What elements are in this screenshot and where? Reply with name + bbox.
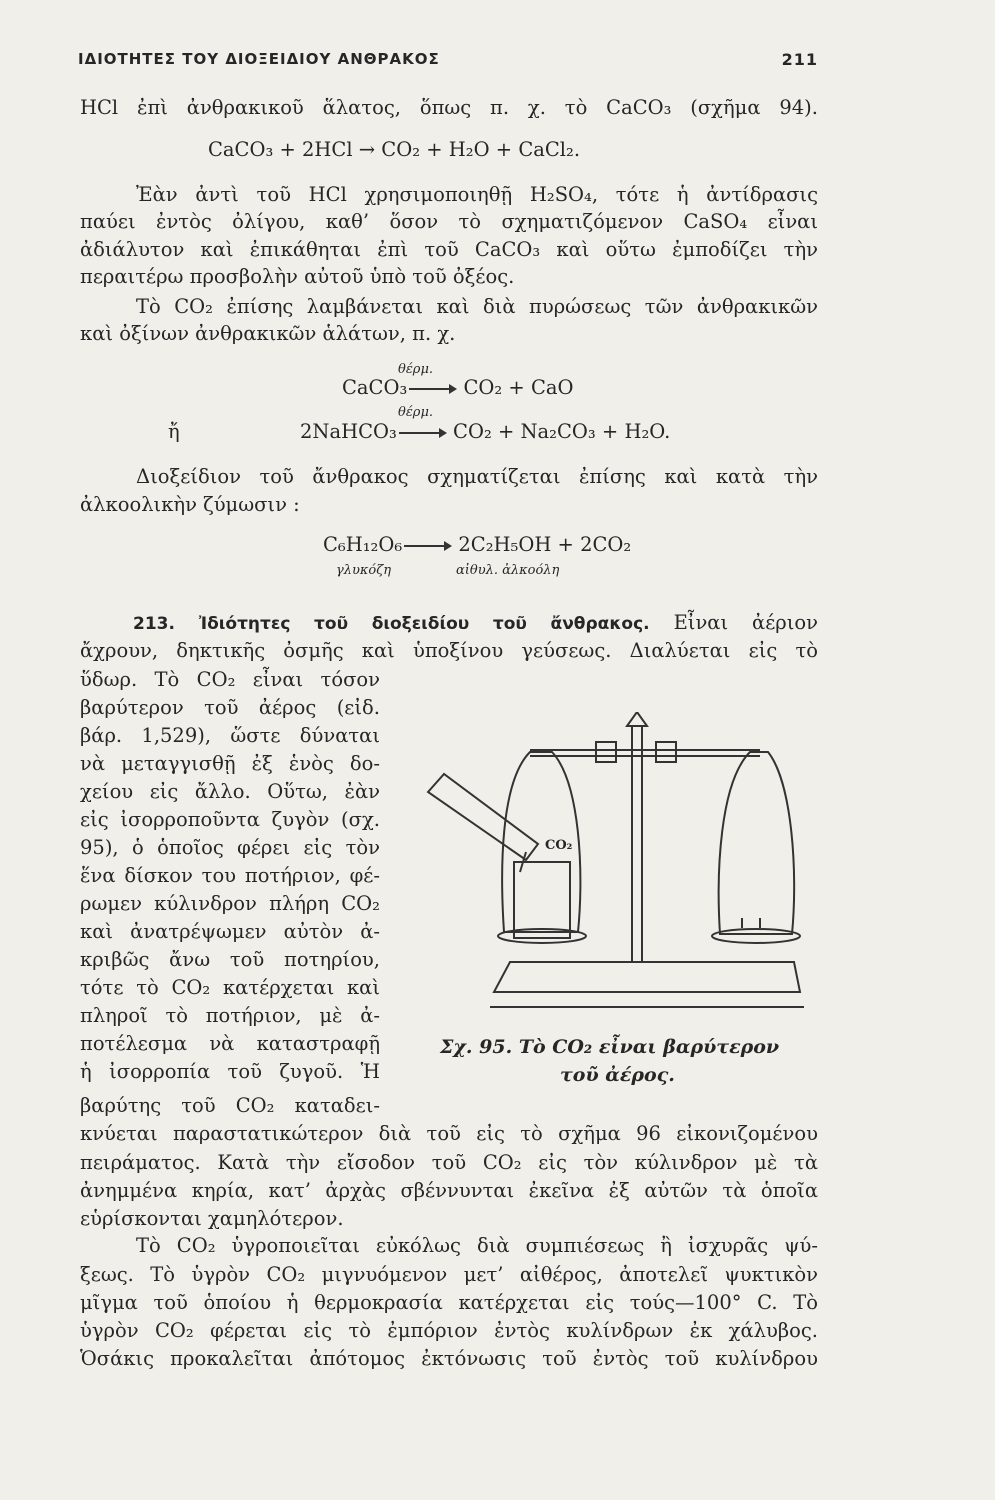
label-ethanol: αἰθυλ. ἀλκοόλη (456, 563, 560, 578)
equation-4 (323, 533, 631, 556)
text-line: ἀλκοολικὴν ζύμωσιν : (80, 493, 300, 516)
balance-pointer (627, 712, 647, 726)
left-column-line: βαρύτερον τοῦ ἀέρος (εἰδ. (80, 696, 380, 719)
beam-box (596, 742, 616, 762)
equation-4-right: 2C₂H₅OH + 2CO₂ (458, 533, 632, 556)
text-line: HCl ἐπὶ ἀνθρακικοῦ ἅλατος, ὅπως π. χ. τὸ CaCO₃ (σχῆμα 94). (80, 96, 818, 119)
arrow-label-heat: θέρμ. (398, 405, 434, 420)
left-column-line: ἕνα δίσκον του ποτήριον, φέ- (80, 864, 380, 887)
equation-3-right: CO₂ + Na₂CO₃ + H₂O. (453, 420, 671, 443)
text-line: Ὁσάκις προκαλεῖται ἀπότομος ἐκτόνωσις τοῦ ἐντὸς τοῦ κυλίνδρου (80, 1347, 818, 1370)
left-column-line: εἰς ἰσορροποῦντα ζυγὸν (σχ. (80, 808, 380, 831)
header-title: ΙΔΙΟΤΗΤΕΣ ΤΟΥ ΔΙΟΞΕΙΔΙΟΥ ΑΝΘΡΑΚΟΣ (78, 50, 440, 68)
text-line: μῖγμα τοῦ ὁποίου ἡ θερμοκρασία κατέρχεται εἰς τούς—100° C. Τὸ (80, 1291, 818, 1314)
co2-label: CO₂ (545, 838, 573, 853)
left-column-line: βάρ. 1,529), ὥστε δύναται (80, 724, 380, 747)
text-line: ξεως. Τὸ ὑγρὸν CO₂ μιγνυόμενον μετ’ αἰθέρος, ἀποτελεῖ ψυκτικὸν (80, 1263, 818, 1286)
equation-2-left: CaCO₃ (342, 376, 408, 399)
left-column-line: ρωμεν κύλινδρον πλήρη CO₂ (80, 892, 380, 915)
text-line: εὑρίσκονται χαμηλότερον. (80, 1207, 344, 1230)
figure-caption-line-2: τοῦ ἀέρος. (560, 1064, 675, 1086)
balance-base (494, 962, 800, 992)
balance-beam (530, 750, 760, 756)
left-column-line: βαρύτης τοῦ CO₂ καταδει- (80, 1094, 380, 1117)
section-title: Ἰδιότητες τοῦ διοξειδίου τοῦ ἄνθρακος. (198, 614, 650, 634)
balance-figure (420, 712, 820, 1022)
left-column-line: νὰ μεταγγισθῇ ἐξ ἑνὸς δο- (80, 752, 380, 775)
reaction-arrow (399, 432, 445, 434)
label-glucose: γλυκόζη (336, 563, 392, 578)
figure-caption-line-1: Σχ. 95. Τὸ CO₂ εἶναι βαρύτερον (440, 1036, 780, 1058)
equation-4-left: C₆H₁₂O₆ (323, 533, 403, 556)
text-line: Ἐὰν ἀντὶ τοῦ HCl χρησιμοποιηθῇ H₂SO₄, τότε ἡ ἀντίδρασις (136, 183, 818, 206)
left-column-line: τότε τὸ CO₂ κατέρχεται καὶ (80, 976, 380, 999)
text-line: καὶ ὀξίνων ἀνθρακικῶν ἁλάτων, π. χ. (80, 322, 456, 345)
text-line: Τὸ CO₂ ἐπίσης λαμβάνεται καὶ διὰ πυρώσεως τῶν ἀνθρακικῶν (136, 295, 818, 318)
equation-2-right: CO₂ + CaO (463, 376, 574, 399)
beam-box (656, 742, 676, 762)
left-column-line: ὕδωρ. Τὸ CO₂ εἶναι τόσον (80, 668, 380, 691)
text-line: ἄχρουν, δηκτικῆς ὀσμῆς καὶ ὑποξίνου γεύσεως. Διαλύεται εἰς τὸ (80, 639, 818, 662)
reaction-arrow (409, 388, 455, 390)
left-column-line: χείου εἰς ἄλλο. Οὕτω, ἐὰν (80, 780, 380, 803)
text-line: κνύεται παραστατικώτερον διὰ τοῦ εἰς τὸ σχῆμα 96 εἰκονιζομένου (80, 1122, 818, 1145)
text-line: περαιτέρω προσβολὴν αὐτοῦ ὑπὸ τοῦ ὀξέος. (80, 265, 515, 288)
left-column-line: 95), ὁ ὁποῖος φέρει εἰς τὸν (80, 836, 380, 859)
left-column-line: ἡ ἰσορροπία τοῦ ζυγοῦ. Ἡ (80, 1060, 380, 1083)
text-line: πειράματος. Κατὰ τὴν εἴσοδον τοῦ CO₂ εἰς τὸν κύλινδρον μὲ τὰ (80, 1151, 818, 1174)
left-column-line: καὶ ἀνατρέψωμεν αὐτὸν ἀ- (80, 920, 380, 943)
pan-right (712, 929, 800, 943)
balance-pillar (632, 726, 642, 962)
text-line: Τὸ CO₂ ὑγροποιεῖται εὐκόλως διὰ συμπιέσεως ἢ ἰσχυρᾶς ψύ- (136, 1234, 818, 1257)
left-column-line: κριβῶς ἄνω τοῦ ποτηρίου, (80, 948, 380, 971)
text-line: ὑγρὸν CO₂ φέρεται εἰς τὸ ἐμπόριον ἐντὸς κυλίνδρων ἐκ χάλυβος. (80, 1319, 818, 1342)
section-heading-line (133, 611, 818, 636)
arrow-label-heat: θέρμ. (398, 362, 434, 377)
left-column-line: πληροῖ τὸ ποτήριον, μὲ ἀ- (80, 1004, 380, 1027)
bell-jar-right (719, 752, 794, 934)
weights (742, 918, 760, 928)
text-line: ἀνημμένα κηρία, κατ’ ἀρχὰς σβέννυνται ἐκεῖνα ἐξ αὐτῶν τὰ ὁποῖα (80, 1179, 818, 1202)
left-column-line: ποτέλεσμα νὰ καταστραφῇ (80, 1032, 380, 1055)
or-word: ἤ (168, 420, 180, 443)
text-line: ἀδιάλυτον καὶ ἐπικάθηται ἐπὶ τοῦ CaCO₃ καὶ οὕτω ἐμποδίζει τὴν (80, 238, 818, 261)
text-line: Διοξείδιον τοῦ ἄνθρακος σχηματίζεται ἐπίσης καὶ κατὰ τὴν (136, 465, 818, 488)
gas-cylinder (428, 774, 538, 860)
text-line: παύει ἐντὸς ὀλίγου, καθ’ ὅσον τὸ σχηματιζόμενον CaSO₄ εἶναι (80, 210, 818, 233)
section-text: Εἶναι ἀέριον (673, 611, 819, 634)
running-header (78, 44, 818, 74)
equation-3 (300, 420, 670, 443)
equation-3-left: 2NaHCO₃ (300, 420, 397, 443)
equation-1: CaCO₃ + 2HCl → CO₂ + H₂O + CaCl₂. (208, 138, 581, 161)
reaction-arrow (404, 545, 450, 547)
beaker (514, 862, 570, 938)
equation-2 (342, 376, 573, 399)
page-number: 211 (781, 50, 818, 69)
section-number: 213. (133, 614, 175, 634)
